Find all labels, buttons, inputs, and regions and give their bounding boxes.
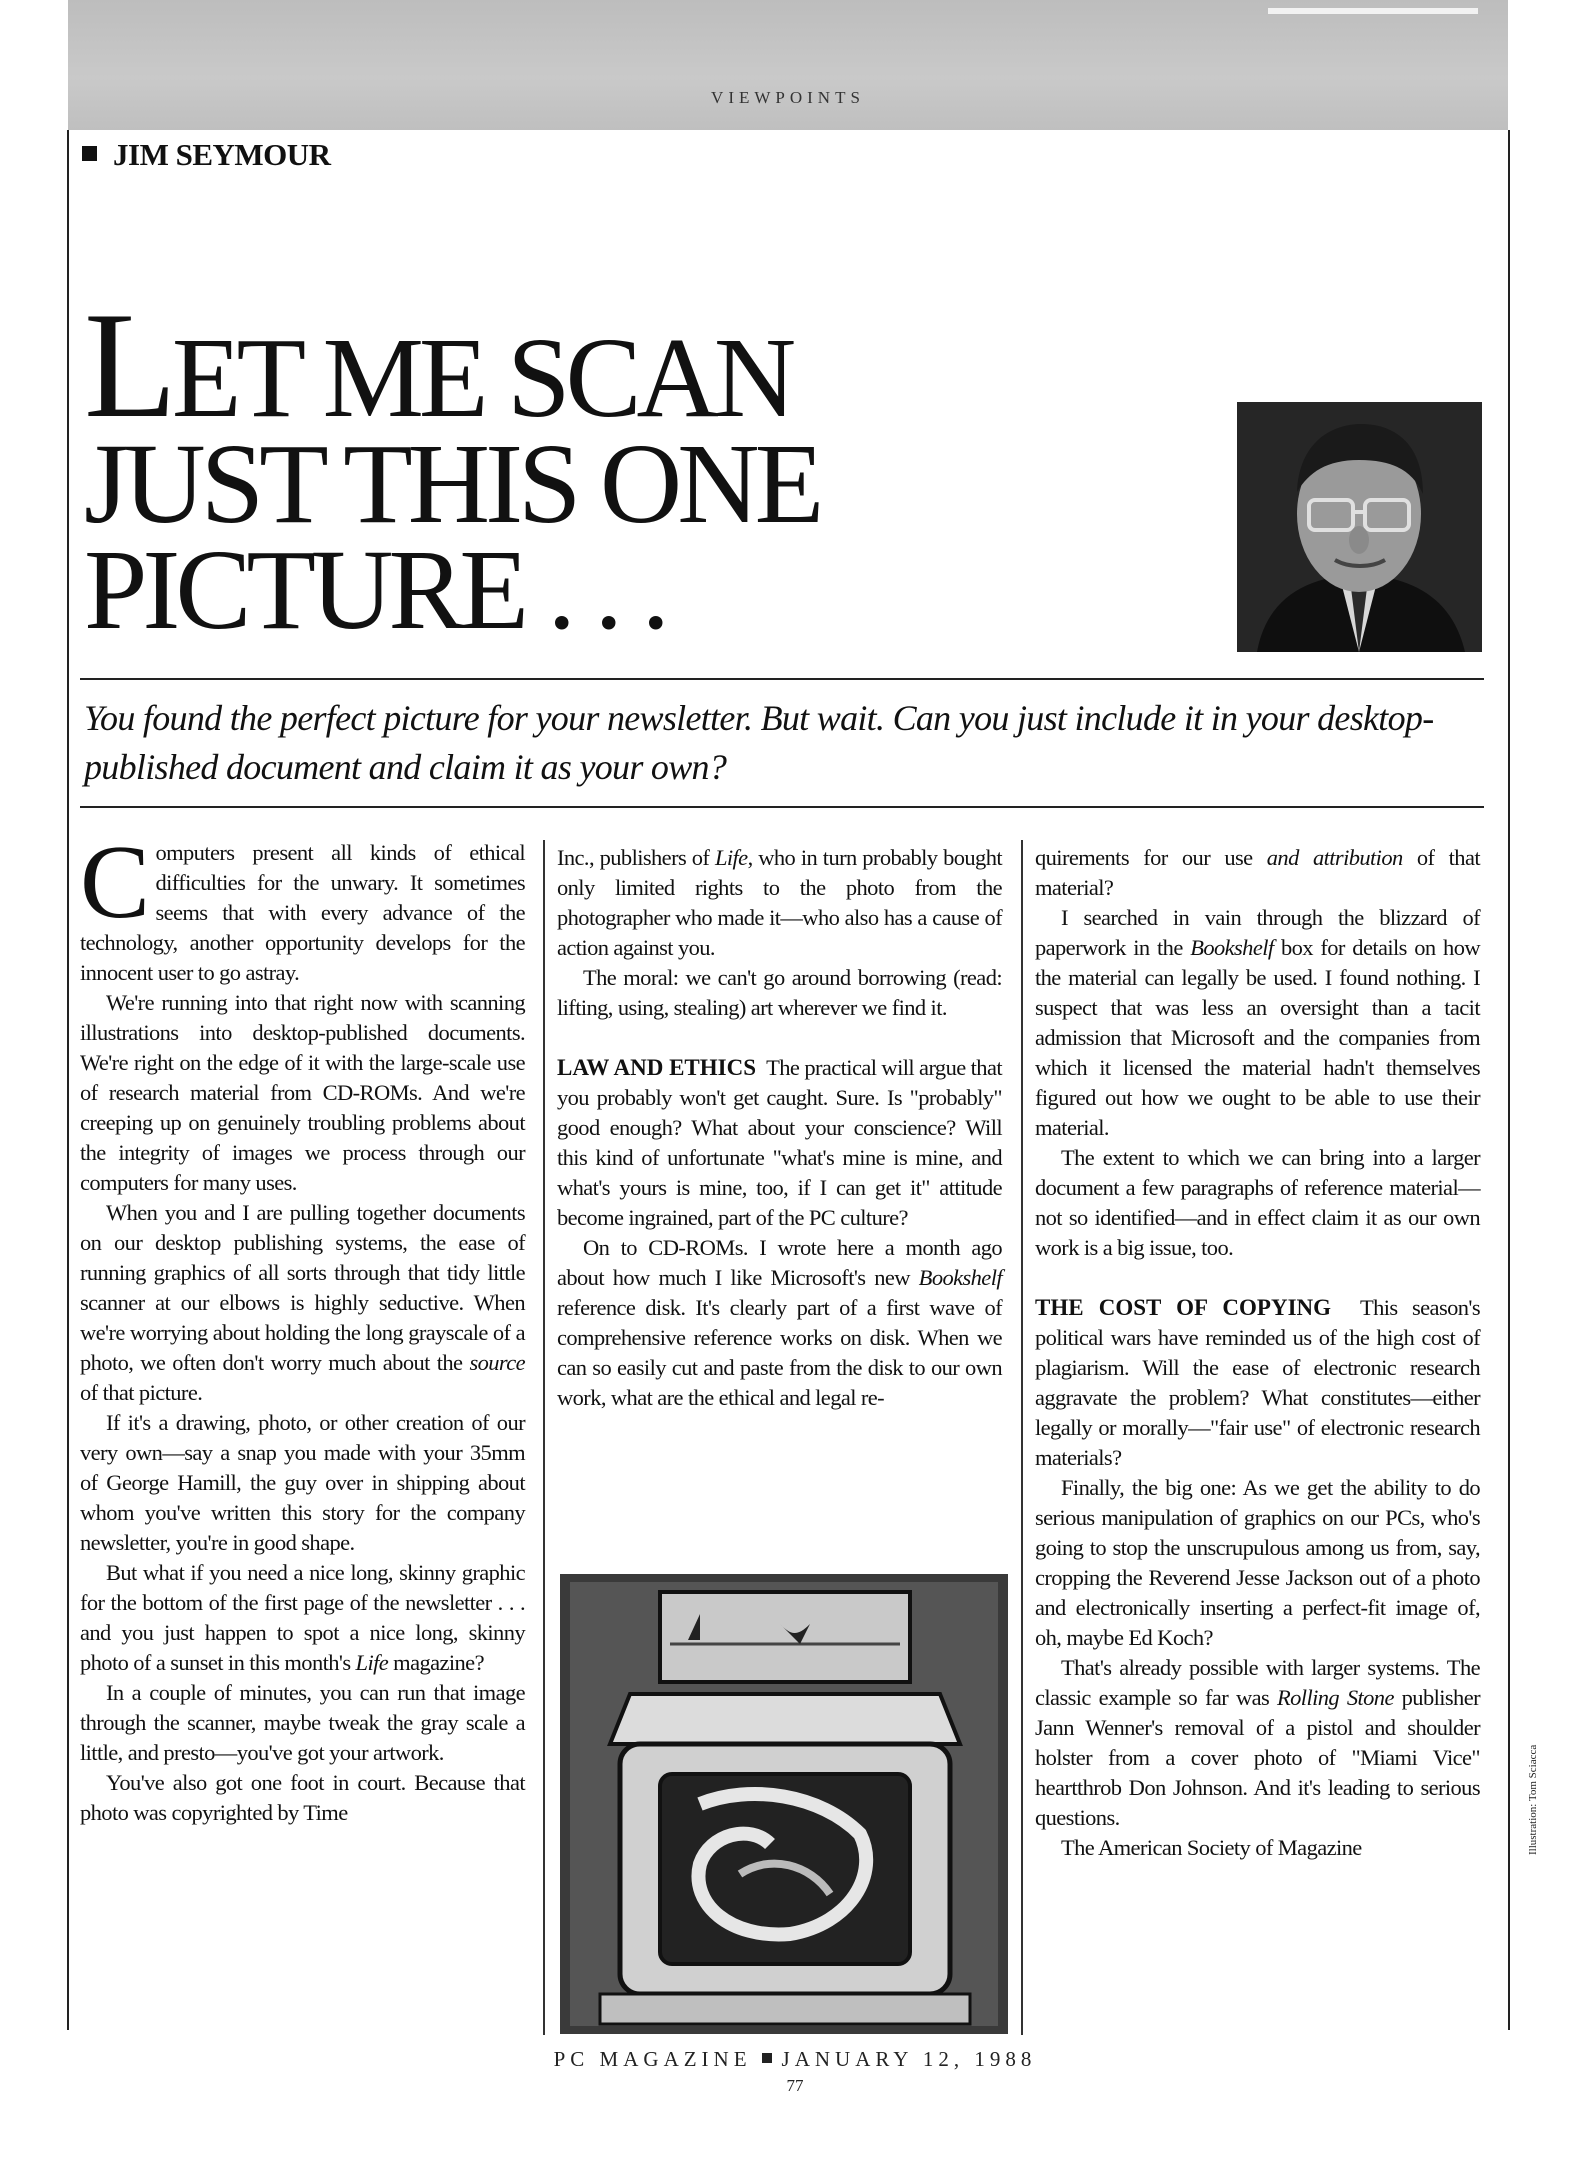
paragraph: If it's a drawing, photo, or other creation of our very own—say a snap you made with your 35mm of George Hamill, the guy over in shipping about whom you've written this story for the company newsletter, you're in good shape.: [80, 1410, 525, 1555]
paragraph: Finally, the big one: As we get the ability to do serious manipulation of graphics on our PCs, who's going to stop the unscrupulous among us from, say, cropping the Reverend Jesse Jackson out of a photo and electronically inserting a perfect-fit image of, oh, maybe Ed Koch?: [1035, 1475, 1480, 1650]
rule-above-deck: [80, 678, 1484, 680]
paragraph: Computers present all kinds of ethical difficulties for the unwary. It sometimes seems that with every advance of the technology, another opportunity develops for the innocent user to go astray.: [80, 823, 525, 985]
headline-line-2: JUST THIS ONE: [84, 420, 820, 547]
column-gutter-1: [543, 840, 545, 2035]
paragraph: On to CD-ROMs. I wrote here a month ago about how much I like Microsoft's new Bookshelf reference disk. It's clearly part of a first wave of comprehensive reference works on disk. When we can so easily cut and paste from the disk to our own work, what are the ethical and legal re-: [557, 1235, 1002, 1410]
illustration-credit: Illustration: Tom Sciacca: [1527, 1744, 1539, 1855]
footer-magazine: PC MAGAZINE: [553, 2047, 752, 2071]
page-footer: [0, 2047, 1590, 2072]
author-name: JIM SEYMOUR: [113, 137, 331, 172]
headline-line-1: LET ME SCAN: [84, 281, 792, 449]
headline: [84, 281, 1204, 653]
subhead-cost-of-copying: THE COST OF COPYING: [1035, 1295, 1332, 1320]
paragraph: The American Society of Magazine: [1061, 1835, 1362, 1860]
paragraph: When you and I are pulling together documents on our desktop publishing systems, the ease of running graphics of all sorts through that tidy little scanner at our elbows is highly seductive. When we're worrying about holding the long grayscale of a photo, we often don't worry much about the source of that picture.: [80, 1200, 525, 1405]
portrait-drawing: [1237, 402, 1482, 652]
paragraph: Inc., publishers of Life, who in turn probably bought only limited rights to the photo from the photographer who made it—who also has a cause of action against you.: [557, 845, 1003, 960]
page-number: 77: [786, 2076, 804, 2095]
paragraph: You've also got one foot in court. Because that photo was copyrighted by Time: [80, 1770, 525, 1825]
page-frame-right: [1508, 130, 1510, 2030]
illustration-scanner-monitor: [560, 1574, 1008, 2034]
paragraph: But what if you need a nice long, skinny graphic for the bottom of the first page of the newsletter . . . and you just happen to spot a nice long, skinny photo of a sunset in this month's Life magazine?: [80, 1560, 525, 1675]
paragraph: The moral: we can't go around borrowing (read: lifting, using, stealing) art wherever we find it.: [557, 965, 1002, 1020]
rule-below-deck: [80, 806, 1484, 808]
footer-bullet: [762, 2053, 772, 2063]
paragraph: That's already possible with larger systems. The classic example so far was Rolling Stone publisher Jann Wenner's removal of a pistol and shoulder holster from a cover photo of "Miami Vice" heartthrob Don Johnson. And it's leading to serious questions.: [1035, 1655, 1480, 1830]
byline: [82, 137, 331, 173]
body-column-1: [80, 823, 525, 1828]
paragraph: We're running into that right now with scanning illustrations into desktop-published documents. We're right on the edge of it with the large-scale use of research material from CD-ROMs. And we're creeping up on genuinely troubling problems about the integrity of images we process through our computers for many uses.: [80, 990, 525, 1195]
footer-date: JANUARY 12, 1988: [781, 2047, 1037, 2071]
paragraph: I searched in vain through the blizzard of paperwork in the Bookshelf box for details on how the material can legally be used. I found nothing. I suspect that was less an oversight than a tacit admission that Microsoft and the companies from which it licensed the material hadn't themselves figured out how we ought to be able to use their material.: [1035, 905, 1480, 1140]
deck: You found the perfect picture for your newsletter. But wait. Can you just include it in your desktop-published document and claim it as your own?: [84, 698, 1434, 787]
page-frame-left: [67, 130, 69, 2030]
section-header-bar: [68, 0, 1508, 130]
body-column-2: [557, 843, 1002, 1413]
illustration-drawing: [560, 1574, 1008, 2034]
paragraph: THE COST OF COPYING This season's political wars have reminded us of the high cost of plagiarism. Will the ease of electronic research aggravate the problem? What constitutes—either legally or morally—"fair use" of electronic research materials?: [1035, 1295, 1481, 1470]
paragraph: LAW AND ETHICS The practical will argue that you probably won't get caught. Sure. Is "probably" good enough? What about your conscience? Will this kind of unfortunate "what's mine is mine, and what's yours is mine, too, if I can get it" attitude become ingrained, part of the PC culture?: [557, 1055, 1002, 1230]
paragraph: The extent to which we can bring into a larger document a few paragraphs of reference material—not so identified—and in effect claim it as our own work is a big issue, too.: [1035, 1145, 1480, 1260]
headline-line-3: PICTURE . . .: [84, 526, 666, 653]
body-column-3: [1035, 843, 1480, 1863]
byline-bullet: [82, 146, 97, 161]
column-gutter-2: [1021, 840, 1023, 2035]
section-label: VIEWPOINTS: [711, 88, 865, 107]
subhead-law-and-ethics: LAW AND ETHICS: [557, 1055, 757, 1080]
paragraph: In a couple of minutes, you can run that image through the scanner, maybe tweak the gray scale a little, and presto—you've got your artwork.: [80, 1680, 525, 1765]
scan-glare: [1268, 8, 1478, 14]
headline-initial: L: [84, 281, 172, 449]
paragraph: quirements for our use and attribution of that material?: [1035, 845, 1480, 900]
author-portrait: [1237, 402, 1482, 652]
